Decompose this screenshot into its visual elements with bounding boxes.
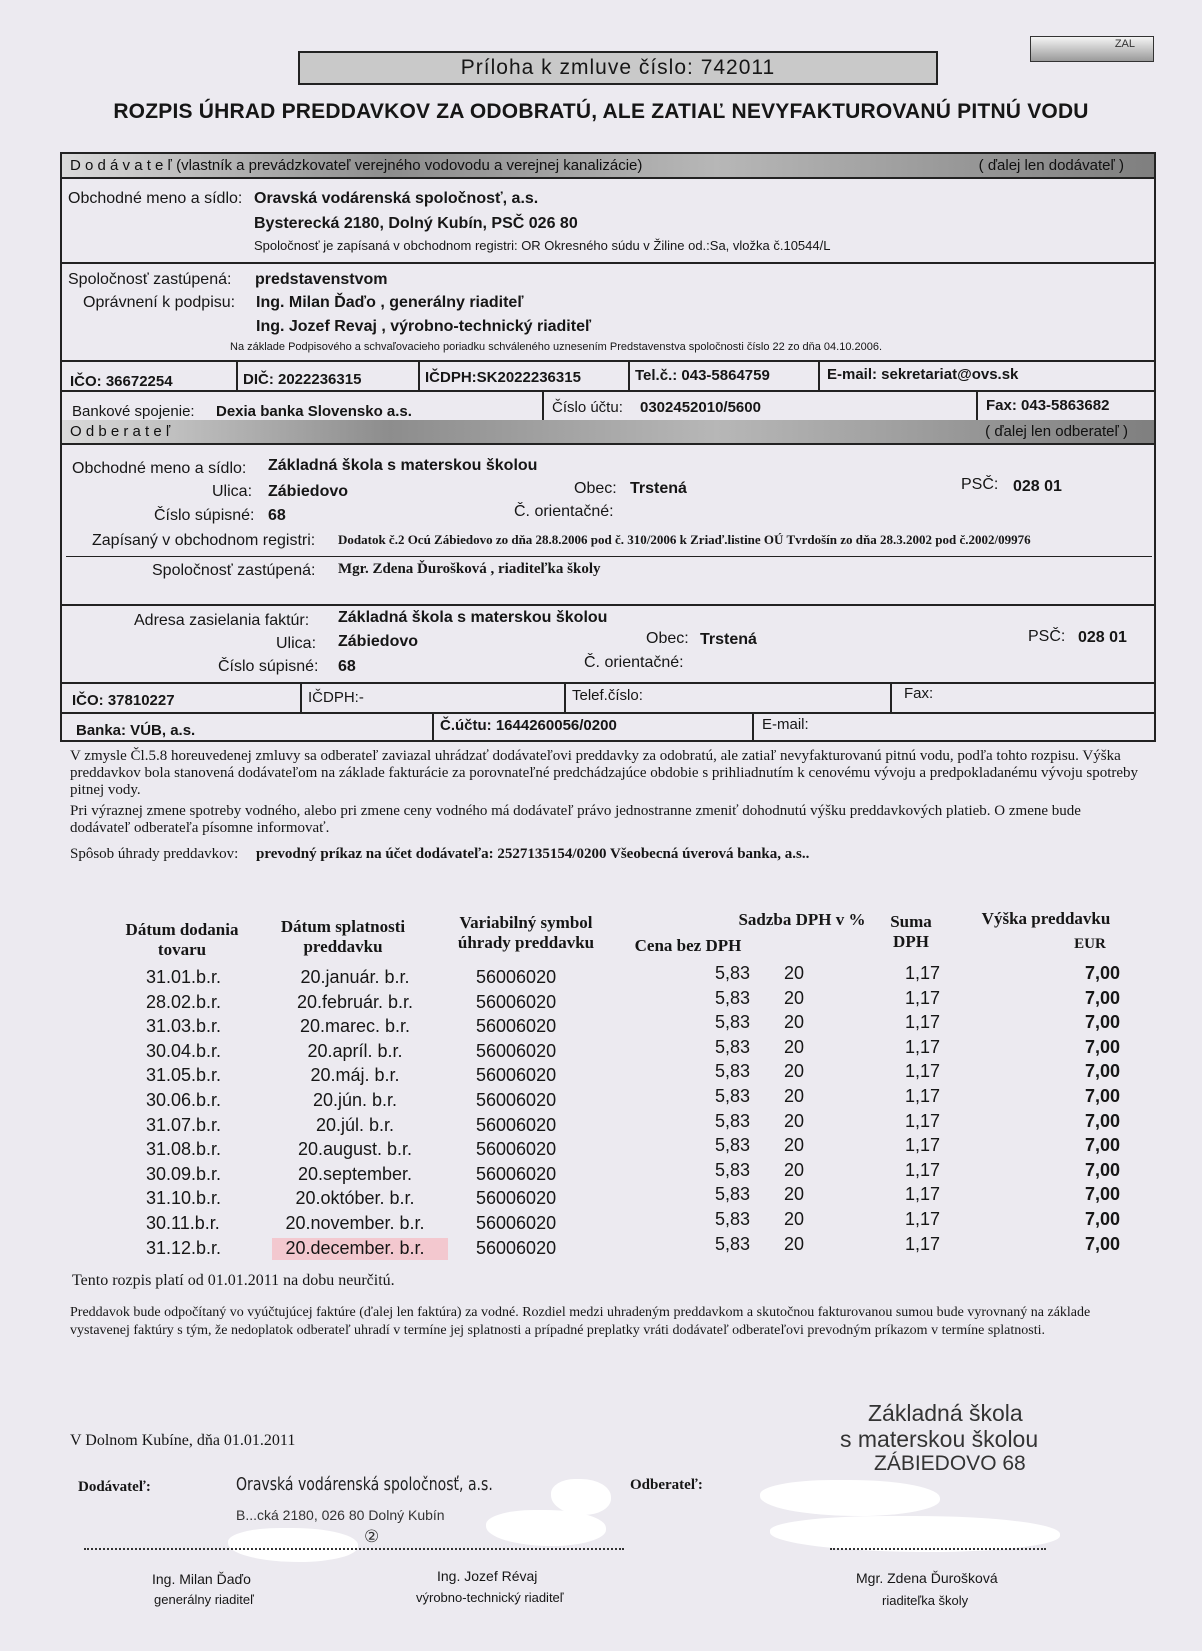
customer-psc: 028 01: [1013, 478, 1062, 495]
signer-3-role: riaditeľka školy: [882, 1593, 969, 1608]
cell-net: 5,83: [714, 1209, 750, 1229]
cell-delivery: 31.08.b.r.: [146, 1139, 222, 1160]
cell-rate: 20: [784, 1233, 805, 1254]
invoice-name: Základná škola s materskou školou: [338, 609, 608, 626]
signer-2-name: Ing. Jozef Révaj: [437, 1568, 538, 1584]
cell-vat: 1,17: [904, 1135, 940, 1156]
cell-delivery: 31.05.b.r.: [146, 1065, 222, 1086]
customer-num-label: Číslo súpisné:: [154, 507, 255, 524]
invoice-town-label: Obec:: [646, 630, 689, 647]
customer-town: Trstená: [630, 480, 687, 497]
cell-vat: 1,17: [904, 1061, 940, 1082]
page-title: ROZPIS ÚHRAD PREDDAVKOV ZA ODOBRATÚ, ALE ZATIAĽ NEVYFAKTUROVANÚ PITNÚ VODU: [113, 100, 1089, 123]
cell-net: 5,83: [714, 1061, 750, 1082]
invoice-num: 68: [338, 658, 356, 675]
cell-vat: 1,17: [904, 1086, 940, 1106]
redaction: [228, 1528, 358, 1562]
cell-vs: 56006020: [476, 1065, 557, 1086]
cell-vat: 1,17: [904, 1159, 940, 1180]
customer-register: Dodatok č.2 Ocú Zábiedovo zo dňa 28.8.2006 pod č. 310/2006 k Zriaď.listine OÚ Tvrdošín zo dňa 28.3.2002 pod č.2002/09976: [338, 532, 1031, 547]
cell-vat: 1,17: [904, 963, 940, 983]
cell-delivery: 31.12.b.r.: [146, 1237, 222, 1258]
cell-rate: 20: [784, 1012, 805, 1033]
cell-vs: 56006020: [476, 1114, 557, 1135]
cell-delivery: 30.09.b.r.: [146, 1163, 222, 1184]
col-vat-amount: Suma DPH: [890, 912, 932, 951]
customer-signature-label: Odberateľ:: [630, 1477, 703, 1493]
customer-town-label: Obec:: [574, 480, 617, 497]
signer-1-name: Ing. Milan Ďaďo: [152, 1571, 251, 1587]
invoice-orient-label: Č. orientačné:: [584, 654, 684, 671]
cell-delivery: 31.03.b.r.: [146, 1016, 222, 1037]
cell-amount: 7,00: [1084, 1110, 1120, 1131]
customer-email: E-mail:: [762, 716, 809, 733]
supplier-rep-value: predstavenstvom: [255, 271, 388, 288]
cell-vat: 1,17: [904, 987, 940, 1008]
cell-vat: 1,17: [904, 1209, 940, 1229]
cell-due: 20.september.: [297, 1163, 413, 1184]
cell-due: 20.august. b.r.: [297, 1139, 413, 1160]
cell-vs: 56006020: [476, 1237, 557, 1258]
zal-stamp: ZAL: [1030, 36, 1154, 62]
cell-delivery: 30.04.b.r.: [146, 1040, 222, 1061]
supplier-bank-label: Bankové spojenie:: [72, 403, 195, 420]
cell-net: 5,83: [714, 1233, 750, 1254]
supplier-bank: Dexia banka Slovensko a.s.: [216, 403, 412, 420]
supplier-dic: DIČ: 2022236315: [243, 371, 362, 388]
cell-amount: 7,00: [1084, 1061, 1120, 1082]
signer-3-name: Mgr. Zdena Ďurošková: [856, 1570, 998, 1586]
customer-band-title: O d b e r a t e ľ: [70, 423, 171, 440]
cell-vs: 56006020: [476, 1090, 557, 1110]
supplier-band-note: ( ďalej len dodávateľ ): [978, 157, 1124, 174]
cell-amount: 7,00: [1084, 1209, 1120, 1229]
supplier-account-label: Číslo účtu:: [552, 399, 623, 416]
cell-due: 20.november. b.r.: [285, 1213, 425, 1233]
cell-delivery: 31.07.b.r.: [146, 1114, 222, 1135]
cell-vs: 56006020: [476, 1213, 557, 1233]
cell-vs: 56006020: [476, 1016, 557, 1037]
cell-amount: 7,00: [1084, 1036, 1120, 1057]
invoice-town: Trstená: [700, 631, 757, 648]
supplier-signer-2: Ing. Jozef Revaj , výrobno-technický riaditeľ: [256, 318, 592, 335]
validity-note: Tento rozpis platí od 01.01.2011 na dobu neurčitú.: [72, 1272, 395, 1289]
cell-net: 5,83: [714, 1159, 750, 1180]
payment-method: prevodný príkaz na účet dodávateľa: 2527135154/0200 Všeobecná úverová banka, a.s..: [256, 846, 810, 862]
signature-line-supplier: [84, 1548, 624, 1550]
cell-rate: 20: [784, 1184, 805, 1205]
customer-band-note: ( ďalej len odberateľ ): [985, 423, 1128, 440]
cell-vat: 1,17: [904, 1110, 940, 1131]
cell-vs: 56006020: [476, 1163, 557, 1184]
customer-street: Zábiedovo: [268, 483, 349, 500]
cell-due: 20.január. b.r.: [300, 967, 410, 987]
redaction: [770, 1516, 1060, 1552]
cell-vs: 56006020: [476, 1188, 557, 1209]
signer-1-role: generálny riaditeľ: [154, 1592, 254, 1607]
customer-ico: IČO: 37810227: [72, 692, 175, 709]
supplier-signer-1: Ing. Milan Ďaďo , generálny riaditeľ: [256, 294, 524, 311]
customer-stamp-line-1: Základná škola: [868, 1400, 1023, 1426]
cell-delivery: 30.11.b.r.: [146, 1213, 220, 1233]
supplier-stamp-name: Oravská vodárenská spoločnosť, a.s.: [236, 1474, 493, 1495]
cell-due: 20.február. b.r.: [296, 991, 414, 1012]
cell-due: 20.máj. b.r.: [310, 1065, 400, 1086]
customer-street-label: Ulica:: [212, 483, 253, 500]
col-due-date: Dátum splatnosti preddavku: [280, 917, 406, 956]
invoice-address-label: Adresa zasielania faktúr:: [134, 612, 310, 629]
cell-amount: 7,00: [1084, 1233, 1120, 1254]
cell-net: 5,83: [714, 1012, 750, 1033]
cell-amount: 7,00: [1084, 1135, 1120, 1156]
cell-vs: 56006020: [476, 991, 557, 1012]
customer-register-label: Zapísaný v obchodnom registri:: [92, 532, 316, 549]
supplier-stamp-number: ②: [364, 1527, 380, 1546]
customer-stamp-line-3: ZÁBIEDOVO 68: [874, 1452, 1026, 1475]
cell-due: 20.marec. b.r.: [299, 1016, 411, 1037]
customer-num: 68: [268, 507, 286, 524]
customer-rep: Mgr. Zdena Ďurošková , riaditeľka školy: [338, 561, 601, 577]
cell-amount: 7,00: [1084, 1012, 1120, 1033]
customer-icdph: IČDPH:-: [308, 689, 364, 706]
invoice-street: Zábiedovo: [338, 633, 419, 650]
customer-bank: Banka: VÚB, a.s.: [76, 722, 196, 739]
customer-rep-label: Spoločnosť zastúpená:: [152, 562, 316, 579]
cell-amount: 7,00: [1084, 1159, 1120, 1180]
supplier-rep-label: Spoločnosť zastúpená:: [68, 271, 232, 288]
cell-net: 5,83: [714, 1135, 750, 1156]
invoice-street-label: Ulica:: [276, 635, 317, 652]
supplier-address: Bysterecká 2180, Dolný Kubín, PSČ 026 80: [254, 215, 578, 232]
cell-rate: 20: [784, 1135, 805, 1156]
cell-net: 5,83: [714, 963, 750, 983]
cell-net: 5,83: [714, 1184, 750, 1205]
cell-due: 20.december. b.r.: [285, 1237, 425, 1258]
invoice-psc-label: PSČ:: [1028, 628, 1066, 645]
paragraph-3: Preddavok bude odpočítaný vo vyúčtujúcej faktúre (ďalej len faktúra) za vodné. Rozdiel medzi uhradeným preddavkom a skutočnou fakturovanou sumou bude vyrovnaný na základe vystavenej faktúry s tým, že nedoplatok odberateľ uhradí v termíne jej splatnosti a prípadné preplatky vráti dodávateľ odberateľovi prevodným príkazom v termíne splatnosti.: [70, 1305, 1091, 1338]
cell-due: 20.apríl. b.r.: [307, 1040, 403, 1061]
col-vat-rate: Sadzba DPH v %: [738, 910, 866, 929]
customer-name: Základná škola s materskou školou: [268, 457, 538, 474]
col-currency: EUR: [1074, 936, 1106, 952]
supplier-band-title: D o d á v a t e ľ (vlastník a prevádzkovateľ verejného vodovodu a verejnej kanalizácie): [70, 157, 643, 174]
cell-vat: 1,17: [904, 1184, 940, 1205]
annex-title: Príloha k zmluve číslo: 742011: [298, 51, 938, 85]
cell-amount: 7,00: [1084, 987, 1120, 1008]
supplier-register: Spoločnosť je zapísaná v obchodnom registri: OR Okresného súdu v Žiline od.:Sa, vložka č.10544/L: [254, 238, 831, 253]
supplier-account: 0302452010/5600: [640, 399, 761, 416]
supplier-tel: Tel.č.: 043-5864759: [635, 367, 770, 384]
cell-vat: 1,17: [904, 1036, 940, 1057]
cell-delivery: 31.10.b.r.: [146, 1188, 222, 1209]
supplier-signature-label: Dodávateľ:: [78, 1479, 151, 1495]
cell-rate: 20: [784, 1110, 805, 1131]
customer-orient-label: Č. orientačné:: [514, 503, 614, 520]
invoice-psc: 028 01: [1078, 629, 1127, 646]
supplier-name-label: Obchodné meno a sídlo:: [68, 190, 243, 207]
paragraph-1: V zmysle Čl.5.8 horeuvedenej zmluvy sa odberateľ zaviazal uhrádzať dodávateľovi preddavky za odobratú, ale zatiaľ nevyfakturovanú pitnú vodu, podľa tohto rozpisu. Výška preddavkov bola stanovená dodávateľom na základe fakturácie za porovnateľné predchádzajúce obdobie s prihliadnutím k cenovému vývoju a predpokladanému vývoju spotreby pitnej vody.: [70, 748, 1139, 798]
cell-amount: 7,00: [1084, 1086, 1120, 1106]
cell-rate: 20: [784, 1061, 805, 1082]
cell-rate: 20: [784, 1209, 805, 1229]
cell-due: 20.jún. b.r.: [312, 1090, 398, 1110]
invoice-num-label: Číslo súpisné:: [218, 658, 319, 675]
cell-vs: 56006020: [476, 1040, 557, 1061]
col-delivery-date: Dátum dodania tovaru: [125, 920, 239, 959]
supplier-icdph: IČDPH:SK2022236315: [425, 369, 581, 386]
col-variable-symbol: Variabilný symbol úhrady preddavku: [457, 913, 595, 952]
cell-amount: 7,00: [1084, 963, 1120, 983]
cell-rate: 20: [784, 1159, 805, 1180]
cell-delivery: 30.06.b.r.: [146, 1090, 222, 1110]
customer-stamp-line-2: s materskou školou: [840, 1426, 1039, 1452]
cell-net: 5,83: [714, 987, 750, 1008]
cell-amount: 7,00: [1084, 1184, 1120, 1205]
cell-vat: 1,17: [904, 1012, 940, 1033]
cell-due: 20.október. b.r.: [295, 1188, 415, 1209]
supplier-name: Oravská vodárenská spoločnosť, a.s.: [254, 190, 539, 207]
cell-rate: 20: [784, 1086, 805, 1106]
cell-delivery: 31.01.b.r.: [146, 967, 222, 987]
cell-rate: 20: [784, 987, 805, 1008]
supplier-fax: Fax: 043-5863682: [986, 397, 1110, 414]
supplier-basis: Na základe Podpisového a schvaľovacieho poriadku schváleného uznesením Predstavenstva spoločnosti číslo 22 zo dňa 04.10.2006.: [230, 341, 883, 353]
place-date: V Dolnom Kubíne, dňa 01.01.2011: [70, 1432, 296, 1449]
supplier-sign-label: Oprávnení k podpisu:: [83, 294, 236, 311]
col-advance-amount: Výška preddavku: [981, 909, 1111, 928]
cell-delivery: 28.02.b.r.: [146, 991, 222, 1012]
customer-band: [62, 420, 1154, 443]
customer-psc-label: PSČ:: [961, 476, 999, 493]
redaction: [486, 1510, 606, 1546]
redaction: [760, 1480, 940, 1516]
cell-vs: 56006020: [476, 967, 557, 987]
supplier-band: [62, 154, 1154, 177]
col-net-price: Cena bez DPH: [634, 936, 742, 955]
payment-label: Spôsob úhrady preddavkov:: [70, 846, 239, 862]
cell-vat: 1,17: [904, 1233, 940, 1254]
customer-account: Č.účtu: 1644260056/0200: [440, 717, 617, 734]
cell-due: 20.júl. b.r.: [315, 1114, 395, 1135]
signature-line-customer: [830, 1548, 1046, 1550]
cell-rate: 20: [784, 963, 805, 983]
customer-fax: Fax:: [904, 685, 934, 702]
cell-net: 5,83: [714, 1086, 750, 1106]
customer-tel: Telef.číslo:: [572, 687, 643, 704]
supplier-email: E-mail: sekretariat@ovs.sk: [827, 366, 1019, 383]
signer-2-role: výrobno-technický riaditeľ: [416, 1590, 564, 1605]
customer-name-label: Obchodné meno a sídlo:: [72, 460, 247, 477]
paragraph-2: Pri výraznej zmene spotreby vodného, alebo pri zmene ceny vodného má dodávateľ právo jednostranne zmeniť dohodnutú výšku preddavkových platieb. O zmene bude dodávateľ odberateľa písomne informovať.: [70, 803, 1081, 836]
cell-vs: 56006020: [476, 1139, 557, 1160]
cell-net: 5,83: [714, 1110, 750, 1131]
cell-rate: 20: [784, 1036, 805, 1057]
cell-net: 5,83: [714, 1036, 750, 1057]
supplier-ico: IČO: 36672254: [70, 373, 173, 390]
supplier-stamp-address: B...cká 2180, 026 80 Dolný Kubín: [236, 1507, 445, 1523]
